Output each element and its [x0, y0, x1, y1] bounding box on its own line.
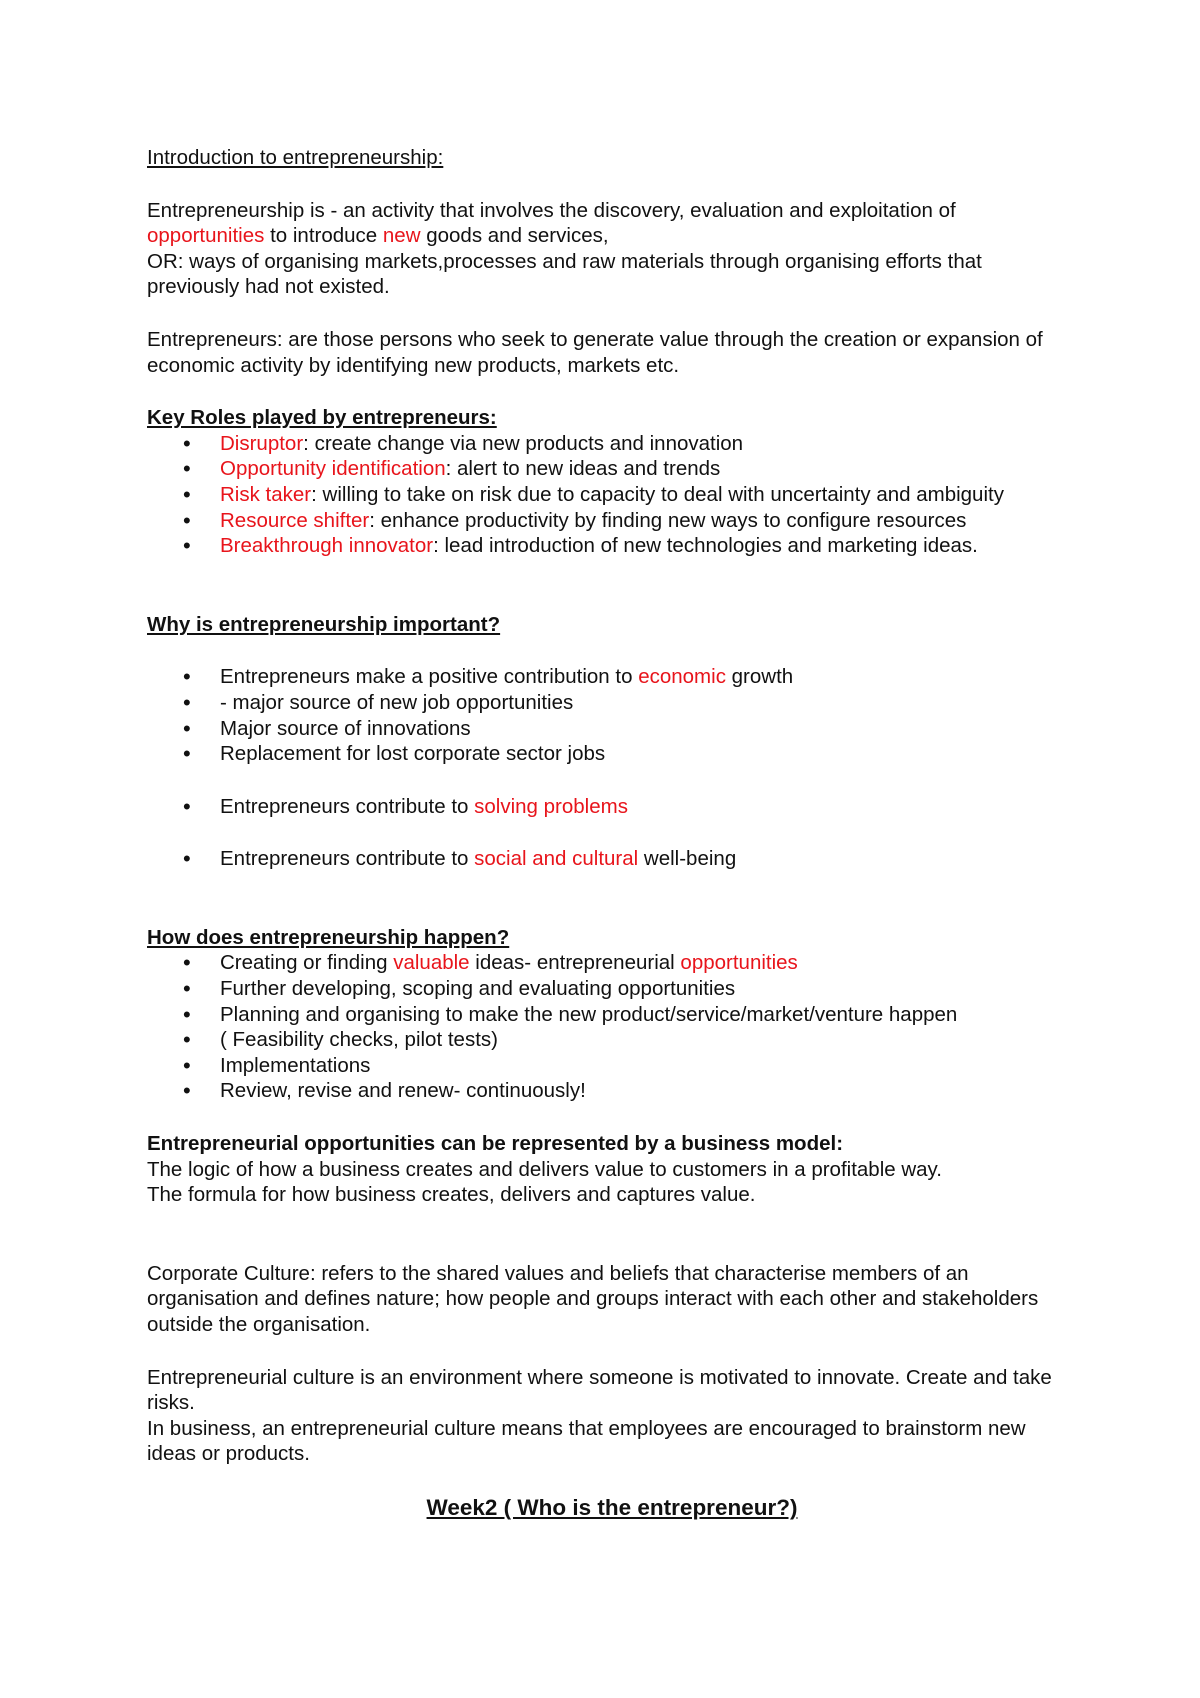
list-item: • - major source of new job opportunities: [147, 690, 1077, 716]
entrepreneurial-culture-paragraph-2: In business, an entrepreneurial culture means that employees are encouraged to brainstorm new ideas or products.: [147, 1416, 1026, 1466]
item-text: Creating or finding: [220, 951, 394, 975]
role-term: Resource shifter: [220, 508, 370, 532]
definition-highlight-new: new: [382, 224, 421, 248]
roles-list: [147, 431, 1077, 559]
list-item: [147, 794, 1077, 820]
definition-or-line: OR: ways of organising markets,processes and raw materials through organising efforts that previously had not existed.: [147, 249, 982, 299]
document-body: [147, 145, 1077, 1521]
business-model-heading: Entrepreneurial opportunities can be represented by a business model:: [147, 1132, 844, 1156]
list-item: [147, 846, 1077, 872]
list-item: • ( Feasibility checks, pilot tests): [147, 1027, 1077, 1053]
role-desc: : lead introduction of new technologies and marketing ideas.: [433, 534, 978, 558]
entrepreneurs-definition: Entrepreneurs: are those persons who seek to generate value through the creation or expansion of economic activity by identifying new products, markets etc.: [147, 327, 1043, 377]
item-text: growth: [725, 665, 794, 689]
item-text: well-being: [638, 847, 737, 871]
list-item: • Replacement for lost corporate sector jobs: [147, 741, 1077, 767]
importance-heading: Why is entrepreneurship important?: [147, 612, 501, 636]
item-text: Entrepreneurs contribute to: [220, 847, 475, 871]
list-item: [147, 533, 1077, 559]
item-text: Entrepreneurs make a positive contribution to: [220, 665, 639, 689]
happen-heading: How does entrepreneurship happen?: [147, 925, 510, 949]
role-term: Opportunity identification: [220, 457, 446, 481]
role-term: Risk taker: [220, 482, 312, 506]
item-highlight: valuable: [393, 951, 470, 975]
definition-text-2: to introduce: [264, 224, 383, 248]
corporate-culture-paragraph: Corporate Culture: refers to the shared values and beliefs that characterise members of an organisation and defines nature; how people and groups interact with each other and stakeholders outside the organisation.: [147, 1261, 1039, 1336]
item-highlight: opportunities: [680, 951, 798, 975]
list-item: [147, 431, 1077, 457]
week2-heading: Week2 ( Who is the entrepreneur?): [426, 1494, 798, 1520]
entrepreneurial-culture-paragraph-1: Entrepreneurial culture is an environment where someone is motivated to innovate. Create and take risks.: [147, 1365, 1052, 1415]
role-desc: : alert to new ideas and trends: [445, 457, 721, 481]
list-item: [147, 482, 1077, 508]
role-term: Disruptor: [220, 431, 304, 455]
entrepreneurship-definition: [147, 198, 1077, 249]
role-desc: : enhance productivity by finding new ways to configure resources: [369, 508, 967, 532]
item-highlight: solving problems: [474, 794, 628, 818]
list-item: • Review, revise and renew- continuously!: [147, 1078, 1077, 1104]
importance-list-2: [147, 794, 1077, 820]
list-item: • Planning and organising to make the new product/service/market/venture happen: [147, 1002, 1077, 1028]
role-term: Breakthrough innovator: [220, 534, 434, 558]
roles-heading: Key Roles played by entrepreneurs:: [147, 406, 497, 430]
list-item: [147, 508, 1077, 534]
intro-heading: Introduction to entrepreneurship:: [147, 146, 444, 169]
happen-list: [147, 950, 1077, 1104]
definition-text-3: goods and services,: [420, 224, 609, 248]
item-text: ideas- entrepreneurial: [469, 951, 681, 975]
definition-highlight-opportunities: opportunities: [147, 224, 265, 248]
item-highlight: economic: [638, 665, 726, 689]
list-item: [147, 456, 1077, 482]
item-highlight: social and cultural: [474, 847, 639, 871]
importance-list-3: [147, 846, 1077, 872]
list-item: [147, 950, 1077, 976]
definition-text-1: Entrepreneurship is - an activity that involves the discovery, evaluation and exploitation of: [147, 198, 956, 222]
importance-list: [147, 664, 1077, 766]
business-model-line-1: The logic of how a business creates and delivers value to customers in a profitable way.: [147, 1157, 942, 1181]
list-item: • Major source of innovations: [147, 716, 1077, 742]
list-item: • Further developing, scoping and evaluating opportunities: [147, 976, 1077, 1002]
list-item: • Implementations: [147, 1053, 1077, 1079]
role-desc: : create change via new products and innovation: [303, 431, 744, 455]
list-item: [147, 664, 1077, 690]
item-text: Entrepreneurs contribute to: [220, 794, 475, 818]
role-desc: : willing to take on risk due to capacity to deal with uncertainty and ambiguity: [311, 482, 1004, 506]
business-model-line-2: The formula for how business creates, delivers and captures value.: [147, 1183, 756, 1207]
